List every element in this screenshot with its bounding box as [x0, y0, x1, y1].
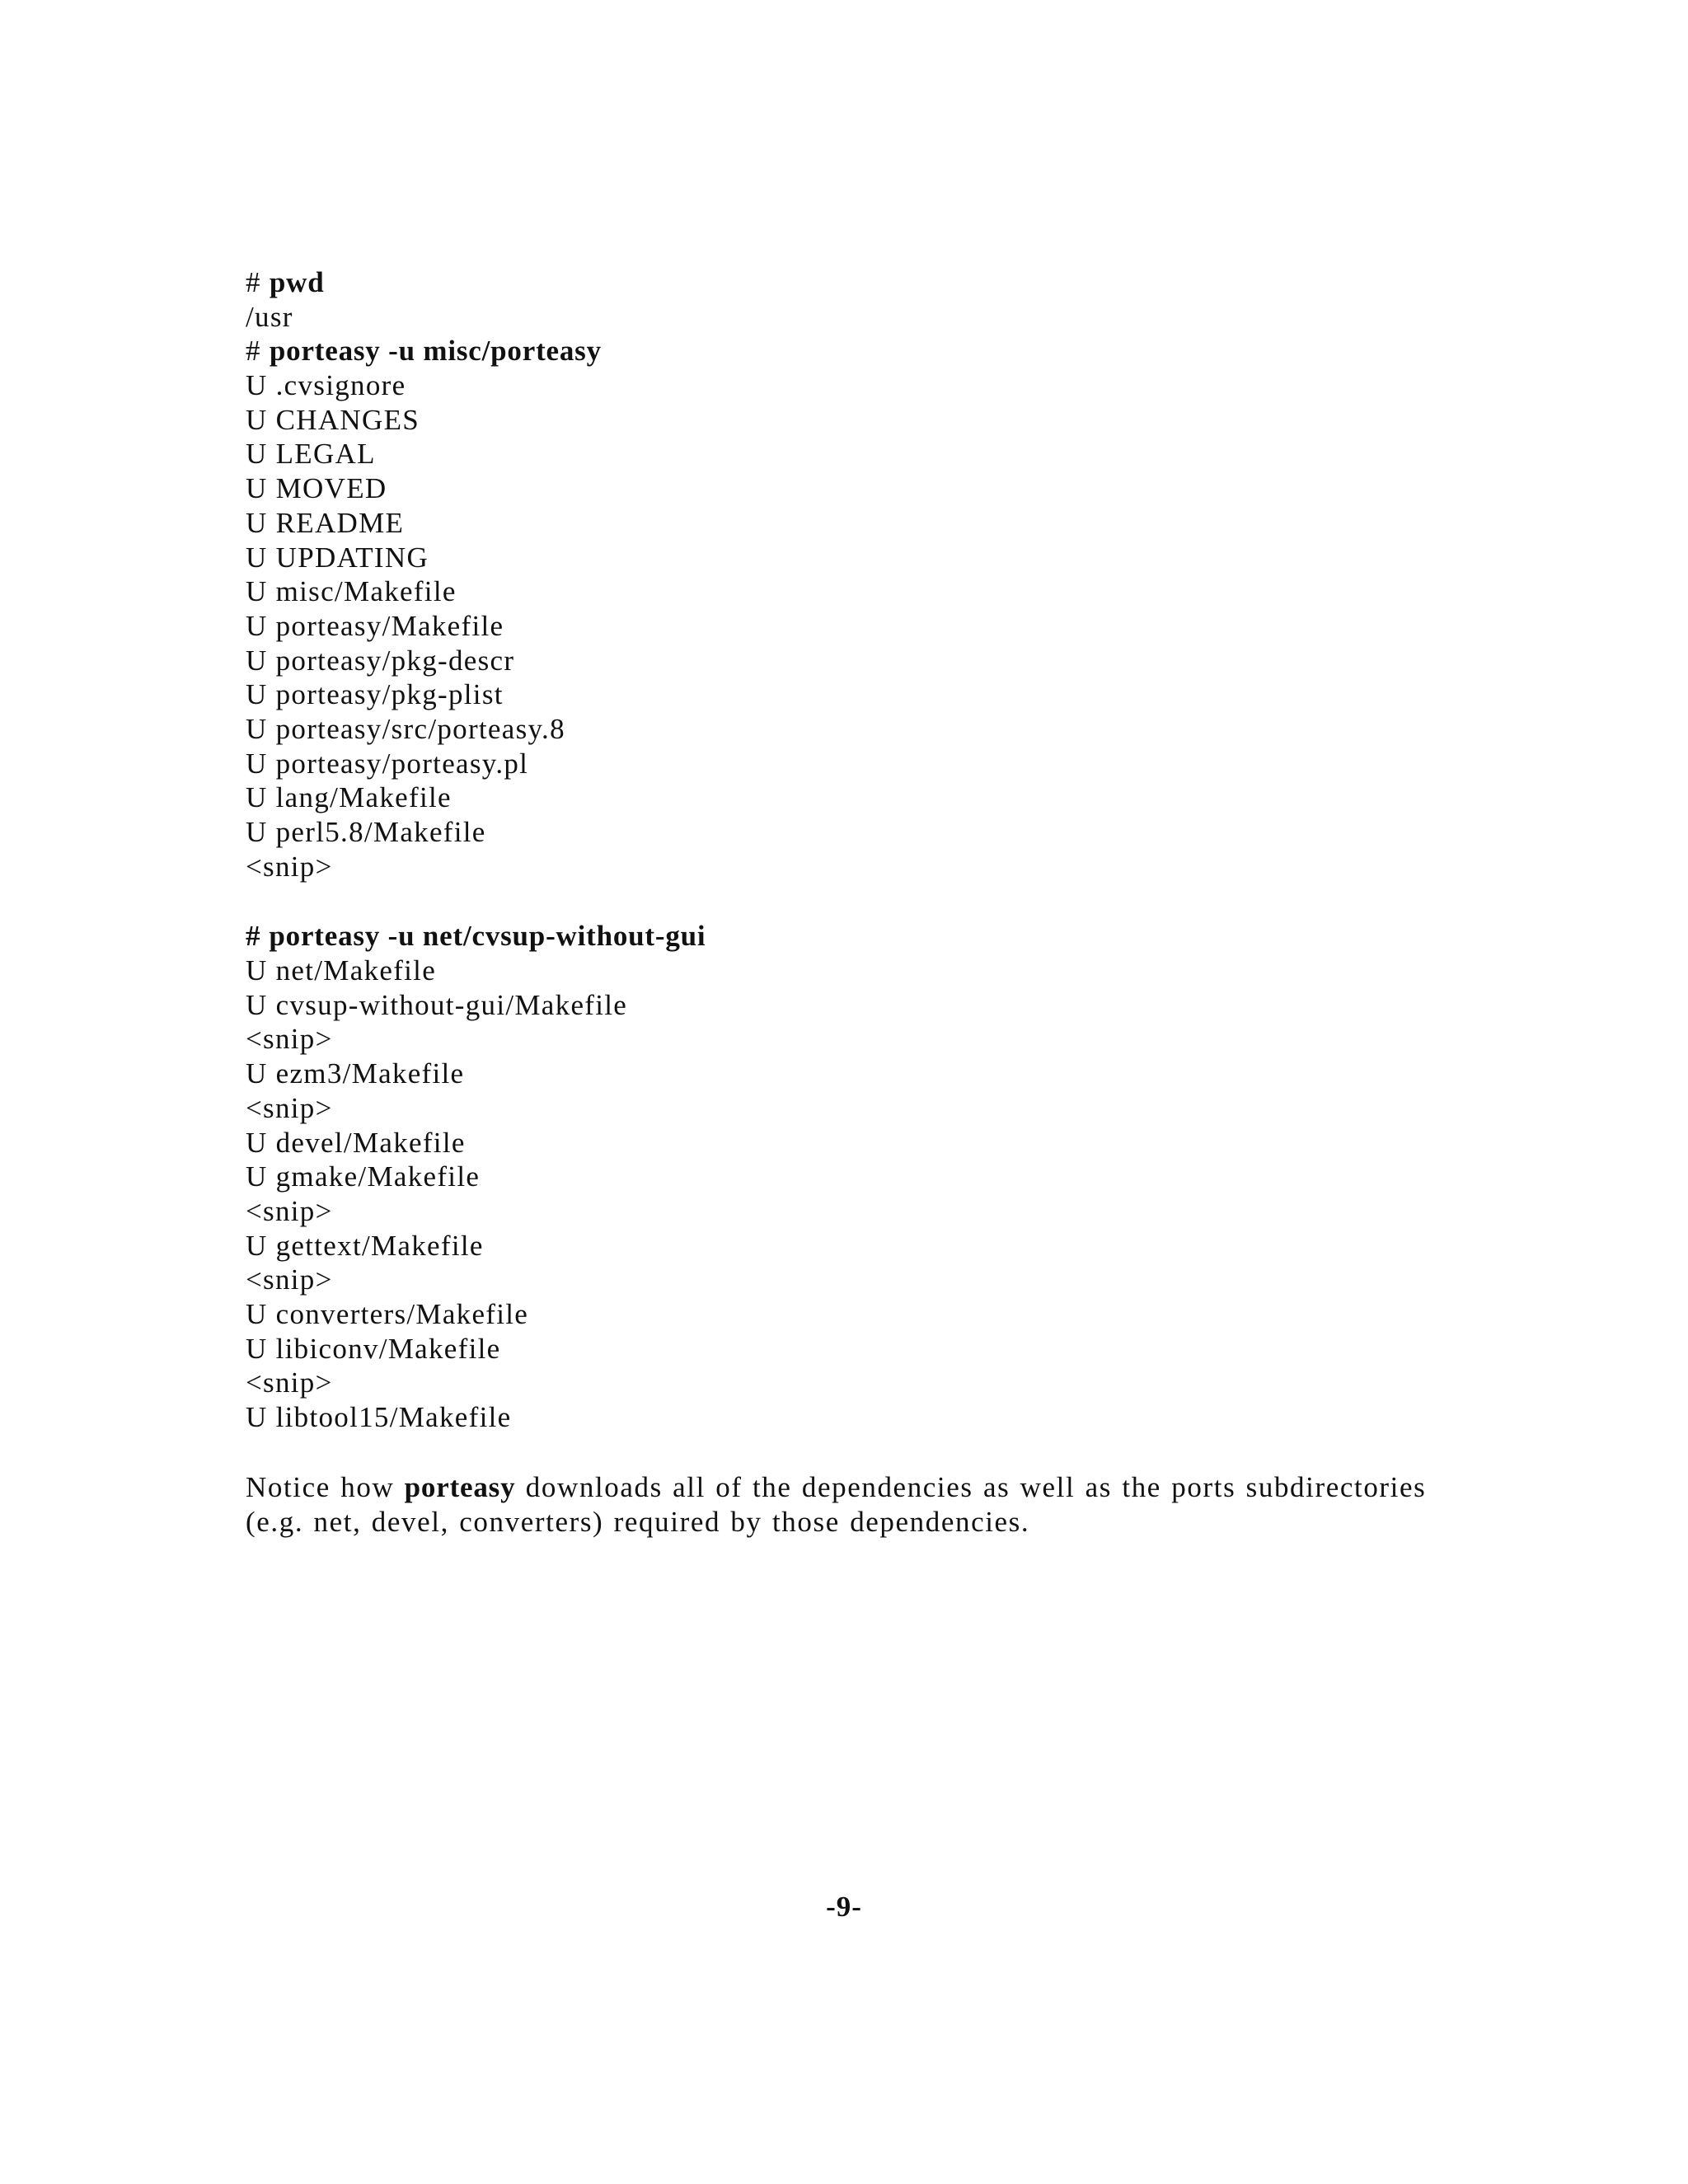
shell-prompt: #: [246, 266, 261, 298]
output-line: <snip>: [246, 1366, 333, 1399]
output-line: U lang/Makefile: [246, 781, 452, 814]
paragraph-text-after: downloads all of the dependencies as well as the ports subdirectories (e.g. net, devel, converters) required by those dependencies.: [246, 1470, 1427, 1538]
output-line: U porteasy/Makefile: [246, 609, 504, 642]
shell-prompt: #: [246, 920, 261, 953]
page-number: -9-: [826, 1891, 862, 1923]
command-line-porteasy-misc: [246, 334, 1449, 368]
output-line: U porteasy/porteasy.pl: [246, 747, 529, 780]
output-line: U LEGAL: [246, 438, 376, 471]
output-line: <snip>: [246, 1023, 333, 1056]
output-line: U CHANGES: [246, 403, 420, 436]
command-line-porteasy-cvsup: [246, 919, 1449, 954]
output-line: U porteasy/pkg-plist: [246, 678, 504, 711]
output-line: <snip>: [246, 1263, 333, 1296]
output-line: U porteasy/pkg-descr: [246, 644, 515, 677]
output-line: U misc/Makefile: [246, 575, 457, 608]
output-line: U libiconv/Makefile: [246, 1332, 501, 1365]
output-line: U porteasy/src/porteasy.8: [246, 712, 565, 745]
output-line: U converters/Makefile: [246, 1297, 529, 1330]
shell-prompt: #: [246, 335, 261, 368]
command-text: porteasy -u misc/porteasy: [269, 335, 602, 368]
output-line: U cvsup-without-gui/Makefile: [246, 988, 628, 1021]
paragraph-text-before: Notice how: [246, 1470, 405, 1503]
blank-line: [246, 883, 1449, 919]
output-line: U perl5.8/Makefile: [246, 816, 486, 848]
output-block-2: [246, 954, 1449, 1435]
output-line: U libtool15/Makefile: [246, 1401, 512, 1433]
page-content: [246, 265, 1449, 1568]
output-line: U .cvsignore: [246, 369, 406, 402]
paragraph-bold-term: porteasy: [404, 1470, 516, 1503]
output-line: <snip>: [246, 850, 333, 883]
output-block-1: [246, 368, 1449, 883]
explanation-paragraph: [246, 1470, 1449, 1540]
output-line: U gettext/Makefile: [246, 1229, 484, 1262]
output-line: U UPDATING: [246, 541, 429, 574]
output-line: U gmake/Makefile: [246, 1160, 481, 1193]
output-line: U README: [246, 506, 405, 539]
output-line: <snip>: [246, 1091, 333, 1124]
output-line: /usr: [246, 300, 293, 333]
output-line: <snip>: [246, 1194, 333, 1227]
output-line: U net/Makefile: [246, 954, 437, 987]
output-line: U devel/Makefile: [246, 1126, 466, 1159]
output-line: U ezm3/Makefile: [246, 1057, 465, 1090]
command-text: porteasy -u net/cvsup-without-gui: [269, 920, 706, 953]
blank-line: [246, 1435, 1449, 1470]
output-line: U MOVED: [246, 472, 387, 505]
command-line-pwd: [246, 265, 1449, 300]
command-text: pwd: [269, 266, 325, 298]
